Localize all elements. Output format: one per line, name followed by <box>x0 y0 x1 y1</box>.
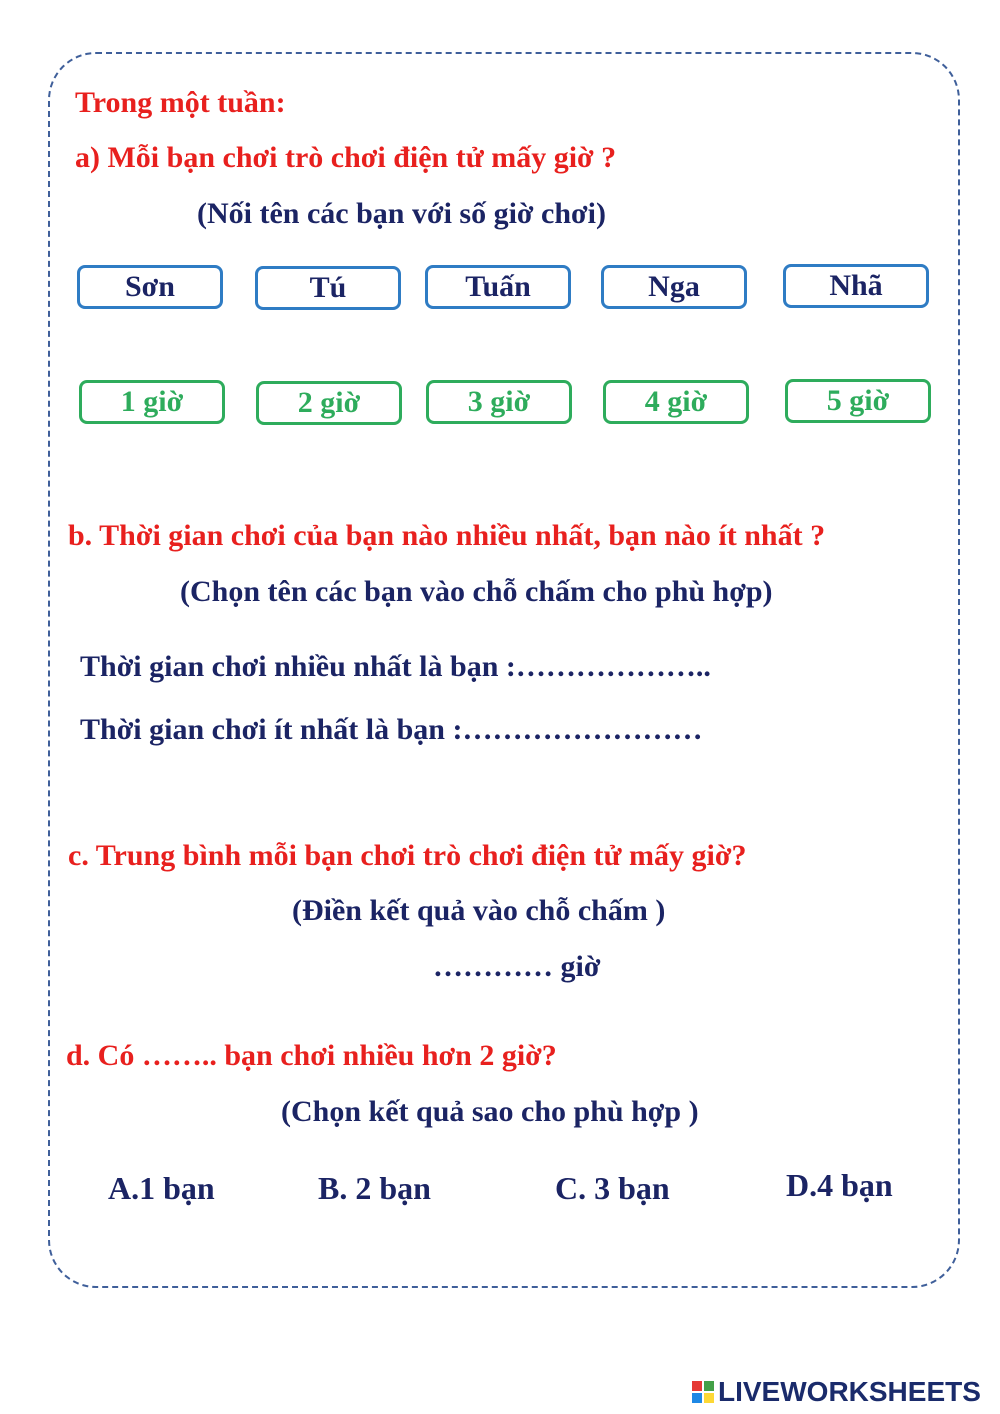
question-c: c. Trung bình mỗi bạn chơi trò chơi điện tử mấy giờ? <box>68 839 747 872</box>
name-box-son[interactable] <box>77 265 223 309</box>
choice-c[interactable]: C. 3 bạn <box>555 1170 670 1206</box>
question-b: b. Thời gian chơi của bạn nào nhiều nhất, bạn nào ít nhất ? <box>68 519 826 552</box>
question-d: d. Có …….. bạn chơi nhiều hơn 2 giờ? <box>66 1039 557 1072</box>
question-a: a) Mỗi bạn chơi trò chơi điện tử mấy giờ ? <box>75 141 617 174</box>
hour-label: 5 giờ <box>826 384 890 417</box>
name-box-nha[interactable] <box>783 264 929 308</box>
choice-a[interactable]: A.1 bạn <box>108 1170 215 1206</box>
logo-grid-icon <box>692 1381 714 1403</box>
logo-square <box>704 1393 714 1403</box>
logo-square <box>692 1393 702 1403</box>
name-label: Nhã <box>829 269 883 302</box>
logo-square <box>692 1381 702 1391</box>
name-box-nga[interactable] <box>601 265 747 309</box>
instruction-b: (Chọn tên các bạn vào chỗ chấm cho phù hợp) <box>180 575 773 608</box>
answer-line-average[interactable]: ………… giờ <box>433 950 601 983</box>
hour-box-5[interactable] <box>785 379 931 423</box>
name-label: Tuấn <box>465 270 531 303</box>
heading: Trong một tuần: <box>75 86 286 119</box>
answer-line-least[interactable]: Thời gian chơi ít nhất là bạn :…………………… <box>80 713 703 746</box>
hour-box-3[interactable] <box>426 380 572 424</box>
logo-square <box>704 1381 714 1391</box>
name-label: Nga <box>648 270 700 303</box>
hour-label: 1 giờ <box>120 385 184 418</box>
instruction-d: (Chọn kết quả sao cho phù hợp ) <box>281 1095 699 1128</box>
hour-label: 3 giờ <box>467 385 531 418</box>
answer-line-most[interactable]: Thời gian chơi nhiều nhất là bạn :……………….. <box>80 650 711 683</box>
name-box-tuan[interactable] <box>425 265 571 309</box>
name-label: Sơn <box>125 270 175 303</box>
name-box-tu[interactable] <box>255 266 401 310</box>
hour-box-1[interactable] <box>79 380 225 424</box>
instruction-c: (Điền kết quả vào chỗ chấm ) <box>292 894 666 927</box>
name-label: Tú <box>309 271 347 304</box>
hour-box-2[interactable] <box>256 381 402 425</box>
hour-label: 4 giờ <box>644 385 708 418</box>
choice-b[interactable]: B. 2 bạn <box>318 1170 431 1206</box>
hour-label: 2 giờ <box>297 386 361 419</box>
choice-d[interactable]: D.4 bạn <box>786 1167 893 1203</box>
instruction-a: (Nối tên các bạn với số giờ chơi) <box>197 197 606 230</box>
logo-text: LIVEWORKSHEETS <box>718 1376 981 1407</box>
hour-box-4[interactable] <box>603 380 749 424</box>
liveworksheets-logo <box>692 1376 981 1408</box>
